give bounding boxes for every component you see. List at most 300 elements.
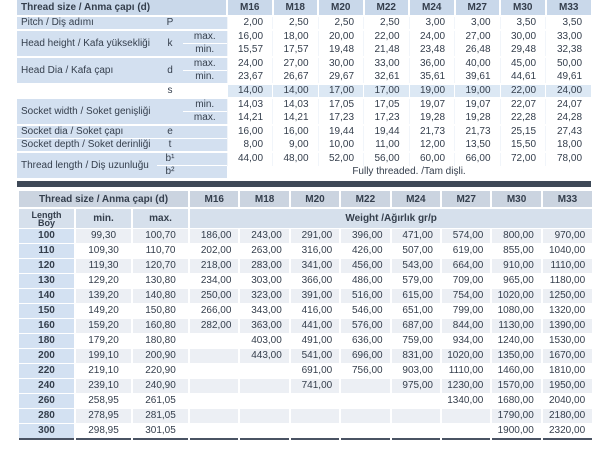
weight-value: 218,00 <box>189 259 239 274</box>
dimension-value: 17,05 <box>318 98 364 112</box>
dimension-value: 3,50 <box>500 16 546 30</box>
weight-value: 391,00 <box>290 289 340 304</box>
column-header-m16: M16 <box>227 0 273 16</box>
max-length-value: 120,70 <box>132 259 189 274</box>
weight-value <box>340 394 390 409</box>
dimension-value: 25,15 <box>500 125 546 139</box>
weight-value: 234,00 <box>189 274 239 289</box>
dimension-value: 17,57 <box>273 44 319 58</box>
dimension-symbol: k <box>157 30 183 57</box>
weight-value: 491,00 <box>290 334 340 349</box>
max-length-value: 160,80 <box>132 319 189 334</box>
weight-value: 1810,00 <box>542 364 592 379</box>
length-value: 110 <box>18 244 75 259</box>
min-length-value: 239,10 <box>75 379 132 394</box>
dimension-label: Socket dia / Soket çapı <box>17 125 157 139</box>
max-column-header: max. <box>132 208 189 229</box>
weight-value <box>189 349 239 364</box>
weight-value: 709,00 <box>441 274 491 289</box>
weight-value: 579,00 <box>391 274 441 289</box>
weight-value: 1680,00 <box>491 394 541 409</box>
dimension-value: 33,00 <box>364 57 410 71</box>
thread-size-header-2: Thread size / Anma çapı (d) <box>18 190 189 208</box>
weight-value: 844,00 <box>441 319 491 334</box>
dimensions-table <box>17 0 591 178</box>
min-length-value: 149,20 <box>75 304 132 319</box>
length-value: 220 <box>18 364 75 379</box>
weight-value: 831,00 <box>391 349 441 364</box>
dimension-label: Head Dia / Kafa çapı <box>17 57 157 84</box>
dimension-value: 49,61 <box>546 71 592 85</box>
min-length-value: 159,20 <box>75 319 132 334</box>
weight-value: 507,00 <box>391 244 441 259</box>
min-length-value: 109,30 <box>75 244 132 259</box>
weight-value: 1530,00 <box>542 334 592 349</box>
length-label-en: Length <box>31 209 62 220</box>
minmax-label <box>183 16 227 30</box>
column-header-m18-2: M18 <box>239 190 289 208</box>
dimension-value: 19,28 <box>455 112 501 126</box>
dimension-value: 19,07 <box>409 98 455 112</box>
max-length-value: 180,80 <box>132 334 189 349</box>
weight-value <box>189 364 239 379</box>
dimension-value: 2,50 <box>364 16 410 30</box>
weight-value <box>340 379 390 394</box>
dimension-value: 19,28 <box>409 112 455 126</box>
weight-row <box>18 409 592 424</box>
dimension-value: 17,00 <box>318 84 364 98</box>
length-value: 120 <box>18 259 75 274</box>
dimension-value: 2,00 <box>227 16 273 30</box>
weight-value: 471,00 <box>391 229 441 244</box>
dimension-value: 16,00 <box>273 125 319 139</box>
dimension-value: 72,00 <box>500 152 546 166</box>
dimension-value: 36,00 <box>409 57 455 71</box>
column-header-m24-2: M24 <box>391 190 441 208</box>
min-length-value: 199,10 <box>75 349 132 364</box>
max-length-value: 200,90 <box>132 349 189 364</box>
weight-value: 291,00 <box>290 229 340 244</box>
dimension-value: 18,00 <box>273 30 319 44</box>
weight-value: 970,00 <box>542 229 592 244</box>
dimension-value: 2,50 <box>318 16 364 30</box>
dimension-value: 21,73 <box>455 125 501 139</box>
weight-value: 323,00 <box>239 289 289 304</box>
dimension-value: 66,00 <box>455 152 501 166</box>
dimension-value: 60,00 <box>409 152 455 166</box>
weight-value: 651,00 <box>391 304 441 319</box>
weight-row <box>18 244 592 259</box>
length-value: 150 <box>18 304 75 319</box>
weight-value: 576,00 <box>340 319 390 334</box>
weights-table <box>17 189 592 440</box>
dimension-value: 27,00 <box>455 30 501 44</box>
length-column-header <box>18 208 75 229</box>
weight-value: 303,00 <box>239 274 289 289</box>
weight-value <box>239 409 289 424</box>
dimension-value: 16,00 <box>227 125 273 139</box>
weight-value: 1130,00 <box>491 319 541 334</box>
min-length-value: 99,30 <box>75 229 132 244</box>
weight-value: 541,00 <box>290 349 340 364</box>
dimension-value: 14,03 <box>227 98 273 112</box>
dimension-value: 19,00 <box>409 84 455 98</box>
dimension-symbol: d <box>157 57 183 84</box>
dimension-value: 19,44 <box>318 125 364 139</box>
length-value: 160 <box>18 319 75 334</box>
dimension-value: 22,28 <box>500 112 546 126</box>
weight-value: 416,00 <box>290 304 340 319</box>
dimension-symbol: b¹ <box>157 152 183 166</box>
weight-value <box>441 409 491 424</box>
dimension-label: Socket width / Soket genişliği <box>17 98 157 125</box>
minmax-label: min. <box>183 44 227 58</box>
dimension-value: 17,23 <box>318 112 364 126</box>
dimension-symbol: t <box>157 139 183 153</box>
dimension-value: 13,50 <box>455 139 501 153</box>
weight-value: 741,00 <box>290 379 340 394</box>
column-header-m20: M20 <box>318 0 364 16</box>
dimension-value: 21,48 <box>364 44 410 58</box>
weight-value: 366,00 <box>290 274 340 289</box>
weight-value: 443,00 <box>239 349 289 364</box>
weight-row <box>18 364 592 379</box>
weight-row <box>18 394 592 409</box>
column-header-m24: M24 <box>409 0 455 16</box>
weight-value: 486,00 <box>340 274 390 289</box>
minmax-label: max. <box>183 112 227 126</box>
weight-value: 1460,00 <box>491 364 541 379</box>
weight-value: 1390,00 <box>542 319 592 334</box>
dimension-row <box>17 152 591 166</box>
weight-value: 756,00 <box>340 364 390 379</box>
weight-value <box>189 409 239 424</box>
weight-value: 341,00 <box>290 259 340 274</box>
weight-value: 1180,00 <box>542 274 592 289</box>
dimension-value: 24,00 <box>227 57 273 71</box>
weight-value: 363,00 <box>239 319 289 334</box>
dimension-value: 39,61 <box>455 71 501 85</box>
dimensions-header-row <box>17 0 591 16</box>
weight-value <box>189 424 239 440</box>
weight-value: 800,00 <box>491 229 541 244</box>
max-length-value: 261,05 <box>132 394 189 409</box>
weight-value: 282,00 <box>189 319 239 334</box>
weight-value: 516,00 <box>340 289 390 304</box>
weight-value: 250,00 <box>189 289 239 304</box>
length-value: 240 <box>18 379 75 394</box>
weight-row <box>18 304 592 319</box>
thread-size-header: Thread size / Anma çapı (d) <box>17 0 227 16</box>
dimension-label: Head height / Kafa yüksekliği <box>17 30 157 57</box>
column-header-m30: M30 <box>500 0 546 16</box>
dimension-row <box>17 139 591 153</box>
weight-row <box>18 259 592 274</box>
dimension-label: Pitch / Diş adımı <box>17 16 157 30</box>
min-length-value: 278,95 <box>75 409 132 424</box>
weight-value <box>239 394 289 409</box>
dimension-symbol: P <box>157 16 183 30</box>
column-header-m18: M18 <box>273 0 319 16</box>
dimension-value: 29,48 <box>500 44 546 58</box>
weight-row <box>18 334 592 349</box>
dimension-value: 23,67 <box>227 71 273 85</box>
weight-value: 759,00 <box>391 334 441 349</box>
length-value: 180 <box>18 334 75 349</box>
dimension-value: 24,07 <box>546 98 592 112</box>
dimension-value: 22,07 <box>500 98 546 112</box>
minmax-label: max. <box>183 30 227 44</box>
weight-value: 546,00 <box>340 304 390 319</box>
weight-row <box>18 289 592 304</box>
dimension-row <box>17 98 591 112</box>
length-value: 140 <box>18 289 75 304</box>
column-header-m16-2: M16 <box>189 190 239 208</box>
weight-value: 441,00 <box>290 319 340 334</box>
weight-value: 696,00 <box>340 349 390 364</box>
minmax-label <box>183 152 227 166</box>
weight-value: 2320,00 <box>542 424 592 440</box>
weight-value: 1570,00 <box>491 379 541 394</box>
column-header-m20-2: M20 <box>290 190 340 208</box>
max-length-value: 100,70 <box>132 229 189 244</box>
minmax-label <box>183 166 227 179</box>
weight-value: 1670,00 <box>542 349 592 364</box>
weight-value <box>239 424 289 440</box>
weight-row <box>18 274 592 289</box>
minmax-label: min. <box>183 98 227 112</box>
dimension-value: 3,00 <box>455 16 501 30</box>
weight-value: 691,00 <box>290 364 340 379</box>
weight-value <box>290 394 340 409</box>
column-header-m22-2: M22 <box>340 190 390 208</box>
max-length-value: 240,90 <box>132 379 189 394</box>
dimension-value: 14,21 <box>227 112 273 126</box>
weight-value: 1900,00 <box>491 424 541 440</box>
weight-value <box>340 409 390 424</box>
dimension-value: 9,00 <box>273 139 319 153</box>
weight-row <box>18 229 592 244</box>
weight-value: 1950,00 <box>542 379 592 394</box>
weight-value: 396,00 <box>340 229 390 244</box>
dimension-value: 48,00 <box>273 152 319 166</box>
max-length-value: 150,80 <box>132 304 189 319</box>
max-length-value: 130,80 <box>132 274 189 289</box>
dimension-value: 24,28 <box>546 112 592 126</box>
weight-column-header: Weight /Ağırlık gr/p <box>189 208 592 229</box>
weight-value <box>391 424 441 440</box>
minmax-label: min. <box>183 71 227 85</box>
dimension-value: 3,00 <box>409 16 455 30</box>
dimension-value: 14,03 <box>273 98 319 112</box>
length-value: 200 <box>18 349 75 364</box>
dimension-value: 11,00 <box>364 139 410 153</box>
weight-value: 1230,00 <box>441 379 491 394</box>
weight-value: 343,00 <box>239 304 289 319</box>
weight-value <box>239 379 289 394</box>
dimension-value: 21,73 <box>409 125 455 139</box>
weight-row <box>18 349 592 364</box>
weight-value <box>189 379 239 394</box>
dimension-value: 22,00 <box>364 30 410 44</box>
weight-value: 1040,00 <box>542 244 592 259</box>
weight-value: 266,00 <box>189 304 239 319</box>
weight-value: 754,00 <box>441 289 491 304</box>
dimension-row <box>17 16 591 30</box>
min-length-value: 219,10 <box>75 364 132 379</box>
dimension-value: 22,00 <box>500 84 546 98</box>
dimension-value: 33,00 <box>546 30 592 44</box>
length-value: 100 <box>18 229 75 244</box>
dimension-value: 17,00 <box>364 84 410 98</box>
minmax-label <box>183 84 227 98</box>
weight-value <box>290 424 340 440</box>
weight-value: 456,00 <box>340 259 390 274</box>
weight-row <box>18 379 592 394</box>
weight-value: 1020,00 <box>441 349 491 364</box>
weight-value: 975,00 <box>391 379 441 394</box>
dimension-label: Thread length / Diş uzunluğu <box>17 152 157 178</box>
weight-value: 903,00 <box>391 364 441 379</box>
dimension-value: 19,48 <box>318 44 364 58</box>
dimension-value: 14,00 <box>273 84 319 98</box>
minmax-label <box>183 125 227 139</box>
fully-threaded-note: Fully threaded. /Tam dişli. <box>227 166 591 179</box>
dimension-label <box>17 84 157 98</box>
weight-value: 1320,00 <box>542 304 592 319</box>
dimension-row <box>17 84 591 98</box>
weight-value: 263,00 <box>239 244 289 259</box>
weight-row <box>18 319 592 334</box>
min-length-value: 139,20 <box>75 289 132 304</box>
weight-value: 403,00 <box>239 334 289 349</box>
dimension-value: 44,00 <box>227 152 273 166</box>
weight-value <box>340 424 390 440</box>
dimension-value: 44,61 <box>500 71 546 85</box>
dimension-label: Socket depth / Soket derinliği <box>17 139 157 153</box>
column-header-m33-2: M33 <box>542 190 592 208</box>
weight-value <box>189 394 239 409</box>
dimension-value: 27,43 <box>546 125 592 139</box>
dimension-value: 26,48 <box>455 44 501 58</box>
dimension-row <box>17 57 591 71</box>
weight-value: 543,00 <box>391 259 441 274</box>
weight-value: 910,00 <box>491 259 541 274</box>
dimension-value: 19,07 <box>455 98 501 112</box>
table-separator-bar <box>17 181 591 187</box>
weight-value: 1240,00 <box>491 334 541 349</box>
weight-value: 186,00 <box>189 229 239 244</box>
dimension-value: 2,50 <box>273 16 319 30</box>
dimension-symbol: e <box>157 125 183 139</box>
weight-value <box>391 394 441 409</box>
weight-row <box>18 424 592 440</box>
min-length-value: 119,30 <box>75 259 132 274</box>
length-value: 280 <box>18 409 75 424</box>
dimension-value: 52,00 <box>318 152 364 166</box>
length-value: 130 <box>18 274 75 289</box>
weights-header-row-2 <box>18 208 592 229</box>
weight-value: 965,00 <box>491 274 541 289</box>
dimension-value: 35,61 <box>409 71 455 85</box>
max-length-value: 220,90 <box>132 364 189 379</box>
weight-value <box>391 409 441 424</box>
dimension-value: 15,57 <box>227 44 273 58</box>
dimension-value: 50,00 <box>546 57 592 71</box>
column-header-m30-2: M30 <box>491 190 541 208</box>
dimension-value: 27,00 <box>273 57 319 71</box>
dimension-value: 14,00 <box>227 84 273 98</box>
min-length-value: 129,20 <box>75 274 132 289</box>
weight-value: 619,00 <box>441 244 491 259</box>
dimension-value: 30,00 <box>318 57 364 71</box>
dimension-value: 30,00 <box>500 30 546 44</box>
dimension-value: 78,00 <box>546 152 592 166</box>
column-header-m22: M22 <box>364 0 410 16</box>
weight-value: 1350,00 <box>491 349 541 364</box>
dimension-value: 17,05 <box>364 98 410 112</box>
dimension-value: 19,00 <box>455 84 501 98</box>
tables-wrap <box>17 0 591 440</box>
weight-value: 243,00 <box>239 229 289 244</box>
length-value: 300 <box>18 424 75 440</box>
dimension-value: 26,67 <box>273 71 319 85</box>
weight-value <box>290 409 340 424</box>
dimension-value: 18,00 <box>546 139 592 153</box>
weight-value <box>189 334 239 349</box>
weight-value: 1080,00 <box>491 304 541 319</box>
dimension-symbol <box>157 98 183 125</box>
min-length-value: 298,95 <box>75 424 132 440</box>
min-length-value: 179,20 <box>75 334 132 349</box>
dimension-value: 45,00 <box>500 57 546 71</box>
weight-value: 855,00 <box>491 244 541 259</box>
weights-header-row-1 <box>18 190 592 208</box>
minmax-label <box>183 139 227 153</box>
max-length-value: 140,80 <box>132 289 189 304</box>
minmax-label: max. <box>183 57 227 71</box>
dimension-value: 14,21 <box>273 112 319 126</box>
length-value: 260 <box>18 394 75 409</box>
dimension-row <box>17 30 591 44</box>
dimension-symbol: s <box>157 84 183 98</box>
dimension-value: 24,00 <box>546 84 592 98</box>
dimension-value: 23,48 <box>409 44 455 58</box>
min-column-header: min. <box>75 208 132 229</box>
weight-value: 426,00 <box>340 244 390 259</box>
weight-value: 574,00 <box>441 229 491 244</box>
weight-value: 664,00 <box>441 259 491 274</box>
dimension-value: 32,61 <box>364 71 410 85</box>
dimension-value: 29,67 <box>318 71 364 85</box>
weight-value: 1110,00 <box>542 259 592 274</box>
dimension-symbol: b² <box>157 166 183 179</box>
dimension-value: 8,00 <box>227 139 273 153</box>
weight-value: 687,00 <box>391 319 441 334</box>
dimension-value: 19,44 <box>364 125 410 139</box>
weight-value: 1790,00 <box>491 409 541 424</box>
dimension-value: 17,23 <box>364 112 410 126</box>
dimension-value: 40,00 <box>455 57 501 71</box>
dimension-value: 15,50 <box>500 139 546 153</box>
dimension-row <box>17 125 591 139</box>
weight-value: 1020,00 <box>491 289 541 304</box>
length-label-tr: Boy <box>37 217 55 228</box>
weight-value: 202,00 <box>189 244 239 259</box>
dimension-value: 56,00 <box>364 152 410 166</box>
dimension-value: 20,00 <box>318 30 364 44</box>
column-header-m27-2: M27 <box>441 190 491 208</box>
